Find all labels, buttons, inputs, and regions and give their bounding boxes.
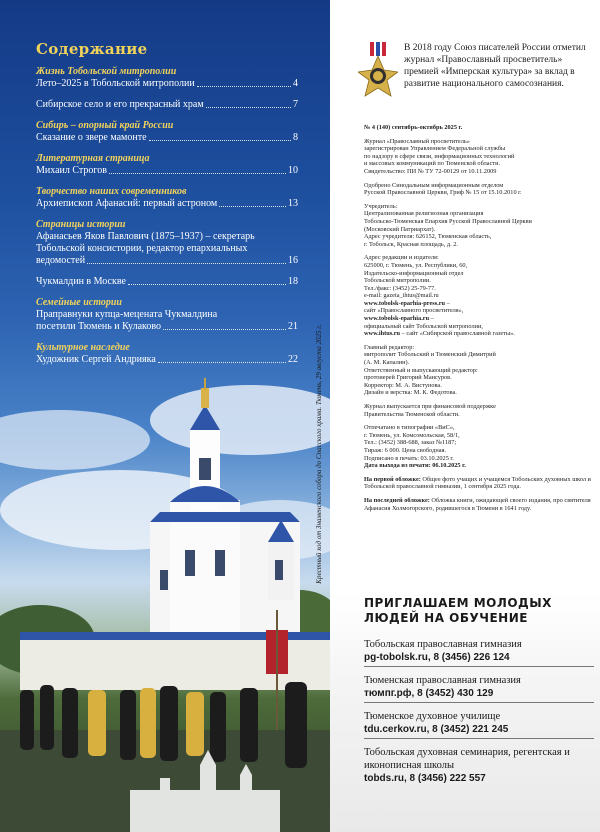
founder-info: Учредитель: Централизованная религиозная организация Тобольско-Тюменская Епархия Русской Православной Церкви (Московский Патриархат). Адрес учредителя: 626152, Тюменская область, г. Тобольск, Красная площадь, д. 2.: [364, 202, 532, 248]
toc-entry[interactable]: [36, 132, 298, 144]
toc-entry-line: Афанасьев Яков Павлович (1875–1937) – секретарь: [36, 231, 255, 242]
toc-entry-line: Праправнуки купца-мецената Чукмалдина: [36, 309, 218, 320]
toc-entry-title: Сказание о звере мамонте: [36, 132, 147, 143]
school-contact[interactable]: tdu.cerkov.ru, 8 (3452) 221 245: [364, 724, 509, 735]
toc-title: Содержание: [36, 40, 148, 58]
toc-section: [36, 120, 298, 144]
toc-entry[interactable]: [36, 255, 298, 267]
school-entry: [364, 710, 594, 739]
print-info: Отпечатано в типографии «ВиС», г. Тюмень, ул. Комсомольская, 58/1, Тел.: (3452) 388-688, заказ №1187; Тираж: 6 000. Цена свободная. Подписано в печать: 03.10.2025 г. Дата выхода из печати: 06.10.2025 г.: [364, 424, 466, 470]
toc-section-heading: Семейные истории: [36, 297, 122, 308]
toc-section: [36, 66, 298, 90]
toc-entry[interactable]: [36, 321, 298, 333]
toc-entry-page: 7: [293, 99, 298, 110]
toc-section: [36, 276, 298, 288]
cathedral-procession-illustration: [0, 370, 330, 832]
imprint-panel: [330, 0, 600, 832]
toc-section-heading: Жизнь Тобольской митрополии: [36, 66, 177, 77]
support-info: Журнал выпускается при финансовой поддержке Правительства Тюменской области.: [364, 403, 496, 418]
school-name: Тюменская православная гимназия: [364, 675, 521, 686]
award-medal-icon: [358, 42, 398, 100]
school-entry: [364, 746, 594, 785]
toc-entry[interactable]: [36, 78, 298, 90]
toc-entry-title: Художник Сергей Андрияка: [36, 354, 156, 365]
toc-entry-page: 21: [288, 321, 298, 332]
toc-section: [36, 342, 298, 366]
website-link[interactable]: www.tobolsk-eparhia.ru: [364, 315, 430, 323]
toc-entry-line: Тобольской консистории, редактор епархиальных: [36, 243, 248, 254]
toc-entry-title: Архиепископ Афанасий: первый астроном: [36, 198, 218, 209]
approval-info: Одобрено Синодальным информационным отделом Русской Православной Церкви, Гриф № 15 от 15.10.2010 г.: [364, 181, 522, 197]
email-link[interactable]: e-mail: gazeta_ihtus@mail.ru: [364, 292, 439, 300]
toc-entry-page: 18: [288, 276, 298, 287]
invitation-title: ПРИГЛАШАЕМ МОЛОДЫХ ЛЮДЕЙ НА ОБУЧЕНИЕ: [364, 596, 552, 625]
toc-section-heading: Литературная страница: [36, 153, 150, 164]
toc-entry[interactable]: [36, 198, 298, 210]
toc-section-heading: Сибирь – опорный край России: [36, 120, 174, 131]
photo-caption-text: Крестный ход от Знаменского собора до Спасского храма. Тюмень, 29 августа 2025 г.: [315, 324, 323, 584]
toc-section-heading: Страницы истории: [36, 219, 126, 230]
toc-entry-page: 10: [288, 165, 298, 176]
school-entry: [364, 674, 594, 703]
toc-entry-title: Чукмалдин в Москве: [36, 276, 126, 287]
imprint-block: [364, 124, 594, 518]
toc-section-heading: Культурное наследие: [36, 342, 130, 353]
school-entry: [364, 638, 594, 667]
toc-section: [36, 297, 298, 333]
toc-entry-page: 22: [288, 354, 298, 365]
toc-entry[interactable]: [36, 354, 298, 366]
toc-entry-page: 8: [293, 132, 298, 143]
toc-section: [36, 219, 298, 267]
school-contact[interactable]: tobds.ru, 8 (3456) 222 557: [364, 773, 486, 784]
toc-entry-page: 13: [288, 198, 298, 209]
toc-entry-page: 4: [293, 78, 298, 89]
toc-entry[interactable]: [36, 165, 298, 177]
photo-caption: [312, 290, 324, 620]
table-of-contents: [36, 40, 298, 366]
toc-entry-title: Сибирское село и его прекрасный храм: [36, 99, 204, 110]
publisher-info: Адрес редакции и издателя: 625000, г. Тюмень, ул. Республики, 60, Издательско-информационный отдел Тобольской митрополии. Тел./факс: (3452) 25-79-77. e-mail: gazeta_ihtus@mail.ru www.tobolsk-eparhia-press.ru – сайт «Православного просветителя», www.tobolsk-eparhia.ru – официальный сайт Тобольской митрополии, www.ihtus.ru – сайт «Сибирской православной газеты».: [364, 254, 515, 338]
back-cover-note: На последней обложке: Обложка книги, ожидающей своего издания, про святителя Афанасия Холмогорского, родившегося в Тюмени в 1641 году.: [364, 496, 591, 512]
website-link[interactable]: www.tobolsk-eparhia-press.ru: [364, 299, 446, 307]
toc-section: [36, 99, 298, 111]
toc-entry-title: ведомостей: [36, 255, 86, 266]
toc-entry-title: Михаил Строгов: [36, 165, 107, 176]
school-name: Тюменское духовное училище: [364, 711, 501, 722]
toc-entry-title: Лето–2025 в Тобольской митрополии: [36, 78, 195, 89]
toc-entry[interactable]: [36, 99, 298, 111]
toc-section: [36, 186, 298, 210]
toc-section: [36, 153, 298, 177]
school-contact[interactable]: pg-tobolsk.ru, 8 (3456) 226 124: [364, 652, 510, 663]
toc-entry-page: 16: [288, 255, 298, 266]
toc-entry[interactable]: [36, 276, 298, 288]
editors-info: Главный редактор: митрополит Тобольский и Тюменский Димитрий (А. М. Капалин). Ответственный и выпускающий редактор: протоиерей Григорий Мансуров. Корректор: М. А. Вистунова. Дизайн и верстка: М. К. Федотова.: [364, 343, 496, 397]
registration-info: Журнал «Православный просветитель» зарегистрирован Управлением Федеральной службы по надзору в сфере связи, информационных технологий и массовых коммуникаций по Тюменской области. Свидетельство: ПИ № ТУ 72-00129 от 10.11.2009: [364, 137, 515, 175]
school-name: Тобольская православная гимназия: [364, 639, 522, 650]
website-link[interactable]: www.ihtus.ru: [364, 330, 401, 338]
admission-invitation: [330, 592, 600, 832]
school-name: Тобольская духовная семинария, регентская и иконописная школы: [364, 747, 570, 771]
issue-number: № 4 (140) сентябрь-октябрь 2025 г.: [364, 124, 463, 131]
award-note: В 2018 году Союз писателей России отметил журнал «Православный просветитель» премией «Имперская культура» за вклад в развитие национального самосознания.: [404, 43, 586, 89]
toc-entry-title: посетили Тюмень и Кулаково: [36, 321, 162, 332]
toc-section-heading: Творчество наших современников: [36, 186, 187, 197]
front-cover-note: На первой обложке: Общее фото учащих и учащемся Тобольских духовных школ и Тобольской православной гимназии, 1 сентября 2025 года.: [364, 475, 591, 491]
school-contact[interactable]: тюмпг.рф, 8 (3452) 430 129: [364, 688, 494, 699]
